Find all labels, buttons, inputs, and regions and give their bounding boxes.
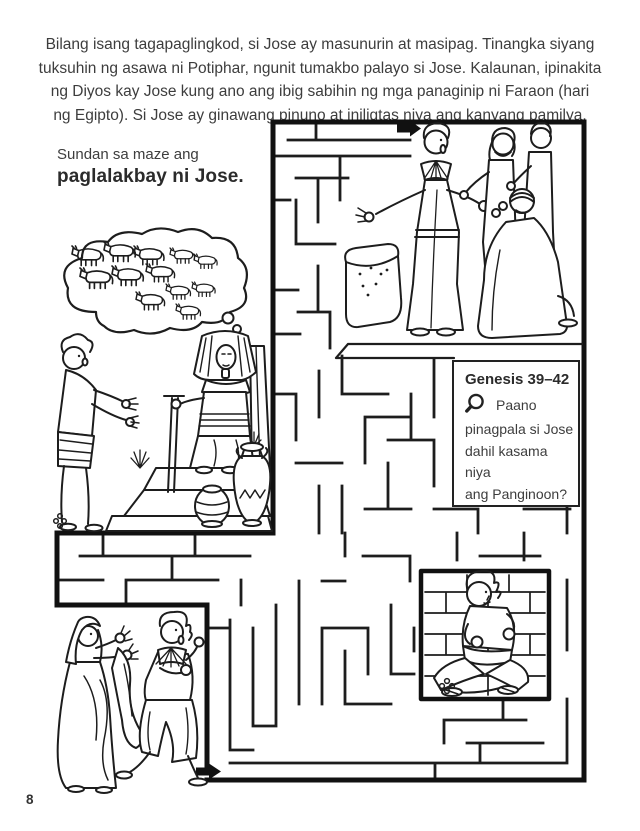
genesis-question-line: ang Panginoon?: [465, 485, 567, 502]
joseph-interprets-pharaohs-dream-scene: [54, 228, 272, 531]
instruction-title: paglalakbay ni Jose.: [57, 166, 244, 187]
genesis-question-line: Paano: [496, 397, 537, 414]
genesis-question-line: pinagpala si Jose: [465, 421, 574, 437]
genesis-reference-box: [452, 360, 580, 507]
joseph-flees-potiphars-wife-scene: [58, 612, 207, 793]
instruction-line: Sundan sa maze ang: [57, 146, 199, 163]
thought-bubble: [64, 228, 247, 333]
intro-line: ng Egipto). Si Jose ay ginawang pinuno at iniligtas niya ang kanyang pamilya.: [53, 106, 587, 124]
intro-line: Bilang isang tagapaglingkod, si Jose ay masunurin at masipag. Tinangka siyang: [45, 36, 595, 53]
joseph-in-prison-scene: [421, 571, 549, 699]
joseph-gives-grain-to-brothers-scene: [336, 123, 582, 358]
genesis-question-line: dahil kasama niya: [465, 442, 548, 480]
genesis-title: Genesis 39–42: [465, 371, 570, 388]
intro-line: tuksuhin ng asawa ni Potiphar, ngunit tumakbo palayo si Jose. Kalaunan, ipinakita: [38, 59, 602, 77]
page-number: 8: [26, 792, 34, 807]
intro-line: ng Diyos kay Jose kung ano ang ibig sabihin ng mga panaginip ni Faraon (hari: [50, 83, 590, 100]
magnifier-icon: [465, 392, 489, 421]
